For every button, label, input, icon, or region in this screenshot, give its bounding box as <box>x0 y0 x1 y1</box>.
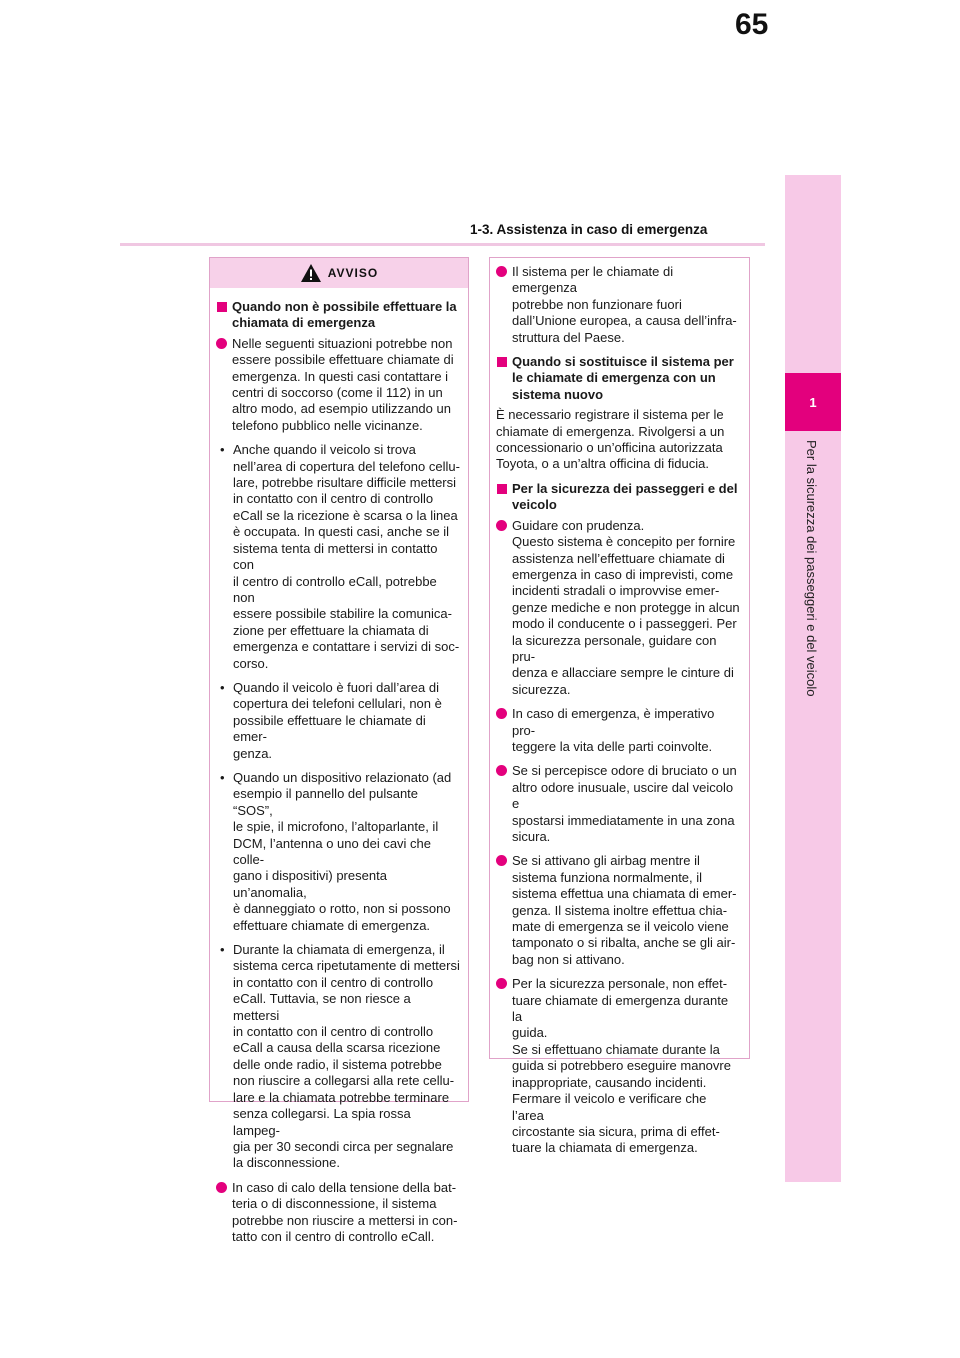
warning-item: Se si attivano gli airbag mentre il sistema funziona normalmente, il sistema effettua una chiamata di emer- genza. Il sistema inoltre effettua chia- mate di emergenza se il veicolo viene tamponato o si ribalta, anche se gli air- bag non si attivano. <box>496 853 741 968</box>
warning-box-title: AVVISO <box>327 265 379 280</box>
warning-item: Guidare con prudenza. Questo sistema è concepito per fornire assistenza nell’effettuare chiamate di emergenza in caso di imprevisti, come incidenti stradali o improvvise emer- genze mediche e non protegge in alcun modo il conducente o i passeggeri. Per la sicurezza personale, guidare con pru- denza e allacciare sempre le cinture di sicurezza. <box>496 518 741 698</box>
warning-item: Nelle seguenti situazioni potrebbe non essere possibile effettuare chiamate di emergenza. In questi casi contattare i centri di soccorso (come il 112) in un altro modo, ad esempio utilizzando un telefono pubblico nelle vicinanze. <box>216 336 460 434</box>
warning-box-continued <box>489 257 750 1156</box>
warning-heading: Quando si sostituisce il sistema per le chiamate di emergenza con un sistema nuovo <box>496 354 741 403</box>
warning-subitem: • Quando un dispositivo relazionato (ad esempio il pannello del pulsante “SOS”, le spie, il microfono, l’altoparlante, il DCM, l’antenna o uno dei cavi che colle- gano i dispositivi) presenta un’anomalia, è danneggiato o rotto, non si possono effettuare chiamate di emergenza. <box>216 770 460 934</box>
chapter-tab[interactable]: 1 <box>785 373 841 431</box>
warning-heading: Quando non è possibile effettuare la chiamata di emergenza <box>216 299 460 332</box>
warning-paragraph: È necessario registrare il sistema per le chiamate di emergenza. Rivolgersi a un concessionario o un’officina autorizzata Toyota, o a un’altra officina di fiducia. <box>496 407 725 472</box>
side-tab-label <box>802 440 822 700</box>
section-title: 1-3. Assistenza in caso di emergenza <box>470 222 708 237</box>
warning-box-header <box>210 258 468 288</box>
warning-box <box>209 257 469 1244</box>
warning-box-content <box>210 288 468 1259</box>
warning-item: In caso di emergenza, è imperativo pro- teggere la vita delle parti coinvolte. <box>496 706 741 755</box>
warning-item: In caso di calo della tensione della bat- teria o di disconnessione, il sistema potrebbe non riuscire a mettersi in con- tatto con il centro di controllo eCall. <box>216 1180 460 1246</box>
warning-triangle-icon <box>300 263 322 283</box>
warning-subitem: • Anche quando il veicolo si trova nell’area di copertura del telefono cellu- lare, potrebbe risultare difficile mettersi in contatto con il centro di controllo eCall se la ricezione è scarsa o la linea è occupata. In questi casi, anche se il sistema tenta di mettersi in contatto con il centro di controllo eCall, potrebbe non essere possibile stabilire la comunica- zione per effettuare la chiamata di emergenza e contattare i servizi di soc- corso. <box>216 442 460 672</box>
header-rule <box>120 243 765 246</box>
warning-item: Per la sicurezza personale, non effet- tuare chiamate di emergenza durante la guida. Se si effettuano chiamate durante la guida si potrebbero eseguire manovre inappropriate, causando incidenti. Fermare il veicolo e verificare che l’area circostante sia sicura, prima di effet- tuare la chiamata di emergenza. <box>496 976 741 1156</box>
warning-box-continued-content <box>490 258 749 1171</box>
warning-item: Il sistema per le chiamate di emergenza potrebbe non funzionare fuori dall’Unione europea, a causa dell’infra- struttura del Paese. <box>496 264 741 346</box>
side-tab-label-text: Per la sicurezza dei passeggeri e del veicolo <box>804 440 819 697</box>
warning-subitem: • Durante la chiamata di emergenza, il sistema cerca ripetutamente di mettersi in contatto con il centro di controllo eCall. Tuttavia, se non riesce a mettersi in contatto con il centro di controllo eCall a causa della scarsa ricezione delle onde radio, il sistema potrebbe non riuscire a collegarsi alla rete cellu- lare e la chiamata potrebbe terminare senza collegarsi. La spia rossa lampeg- gia per 30 secondi circa per segnalare la disconnessione. <box>216 942 460 1172</box>
page-number: 65 <box>735 8 769 41</box>
warning-subitem: • Quando il veicolo è fuori dall’area di copertura dei telefoni cellulari, non è possibile effettuare le chiamate di emer- genza. <box>216 680 460 762</box>
warning-item: Se si percepisce odore di bruciato o un altro odore inusuale, uscire dal veicolo e spostarsi immediatamente in una zona sicura. <box>496 763 741 845</box>
warning-heading: Per la sicurezza dei passeggeri e del veicolo <box>496 481 741 514</box>
